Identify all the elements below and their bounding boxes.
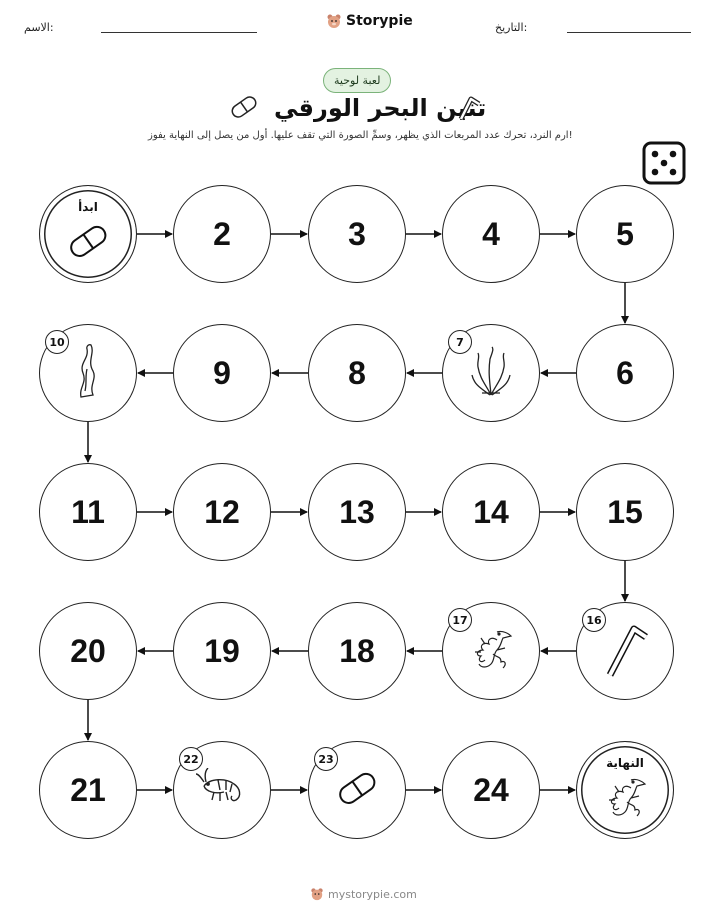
space-number-tag: 7: [448, 330, 472, 354]
game-type-badge: لعبة لوحية: [323, 68, 391, 93]
space-number: 9: [213, 354, 231, 391]
board-space-15: [576, 463, 674, 561]
board-space-13: [308, 463, 406, 561]
shrimp-icon: [196, 768, 248, 812]
space-number: 5: [616, 215, 634, 252]
space-number-tag: 10: [45, 330, 69, 354]
seaweed-icon: [468, 345, 514, 401]
space-number: 4: [482, 215, 500, 252]
bear-logo-icon: [310, 887, 324, 901]
space-number: 18: [339, 632, 375, 669]
board-space-8: [308, 324, 406, 422]
instructions: ارم النرد، تحرك عدد المربعات الذي يظهر، وسمِّ الصورة التي تقف عليها. أول من يصل إلى النهاية يفوز!: [148, 130, 573, 141]
space-number-tag: 23: [314, 747, 338, 771]
board-space-3: [308, 185, 406, 283]
finish-space: [576, 741, 674, 839]
space-number: 13: [339, 493, 375, 530]
space-number: 24: [473, 771, 509, 808]
board-space-19: [173, 602, 271, 700]
board-space-14: [442, 463, 540, 561]
board-space-4: [442, 185, 540, 283]
start-label: ابدأ: [78, 200, 98, 214]
board-space-18: [308, 602, 406, 700]
space-number: 20: [70, 632, 106, 669]
space-number: 11: [71, 493, 105, 530]
board-space-24: [442, 741, 540, 839]
brand-name: Storypie: [346, 13, 413, 29]
sea-dragon-icon: [601, 772, 649, 826]
space-number: 12: [204, 493, 240, 530]
sea-dragon-icon: [467, 624, 515, 678]
board-space-21: [39, 741, 137, 839]
space-number-tag: 17: [448, 608, 472, 632]
space-number: 21: [70, 771, 106, 808]
space-number: 8: [348, 354, 366, 391]
finish-label: النهاية: [606, 756, 644, 770]
date-label: التاريخ:: [495, 21, 528, 34]
space-number-tag: 16: [582, 608, 606, 632]
space-number: 6: [616, 354, 634, 391]
space-number: 2: [213, 215, 231, 252]
board-space-12: [173, 463, 271, 561]
space-number-tag: 22: [179, 747, 203, 771]
capsule-icon: [65, 221, 111, 265]
space-number: 3: [348, 215, 366, 252]
name-label: الاسم:: [24, 21, 54, 34]
space-number: 14: [473, 493, 509, 530]
kelp-icon: [73, 343, 103, 403]
space-number: 15: [607, 493, 643, 530]
board-space-6: [576, 324, 674, 422]
start-space: [39, 185, 137, 283]
board-space-11: [39, 463, 137, 561]
board-space-9: [173, 324, 271, 422]
footer: [310, 887, 417, 901]
straw-icon: [600, 619, 650, 683]
capsule-icon: [334, 768, 380, 812]
board-space-5: [576, 185, 674, 283]
space-number: 19: [204, 632, 240, 669]
page-title: تنين البحر الورقي: [274, 94, 487, 122]
board-space-2: [173, 185, 271, 283]
footer-url: mystorypie.com: [328, 887, 417, 901]
board-space-20: [39, 602, 137, 700]
